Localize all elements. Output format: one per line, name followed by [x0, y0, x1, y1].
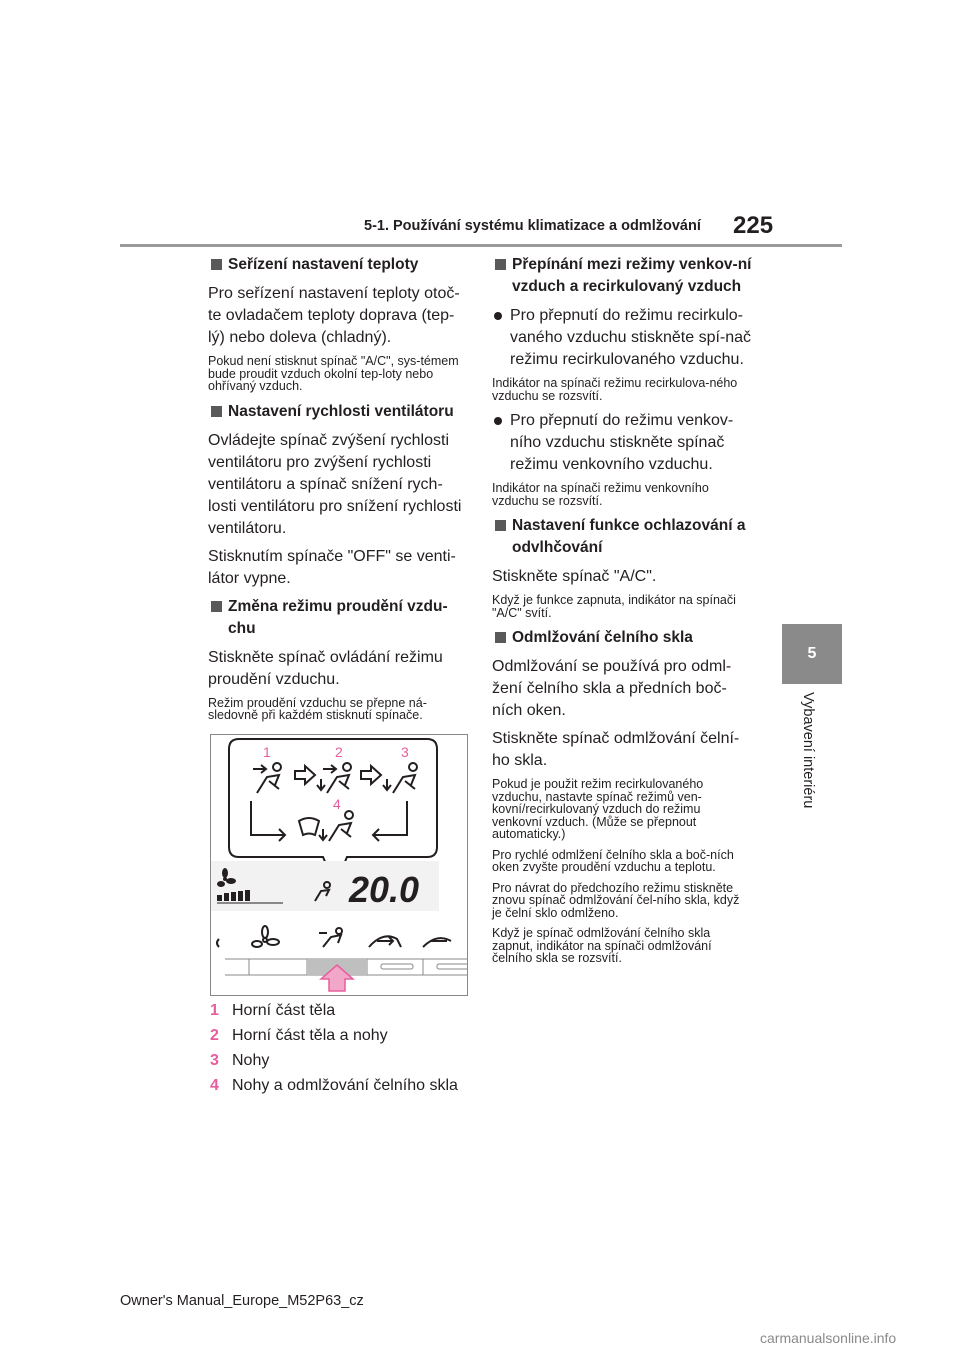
- legend-item: 3 Nohy: [210, 1052, 270, 1069]
- document-id: Owner's Manual_Europe_M52P63_cz: [120, 1293, 364, 1309]
- watermark: carmanualsonline.info: [760, 1330, 897, 1346]
- paragraph: Stiskněte spínač "A/C".: [492, 568, 657, 585]
- page-number: 225: [733, 212, 774, 239]
- note: Pro návrat do předchozího režimu stiskněte znovu spínač odmlžování čel-ního skla, když je čelní sklo odmlženo.: [492, 880, 740, 920]
- note: Když je spínač odmlžování čelního skla zapnut, indikátor na spínači odmlžování čelního skla se rozsvítí.: [492, 926, 712, 965]
- airflow-mode-figure: [210, 734, 468, 996]
- heading-windshield-defog: Odmlžování čelního skla: [492, 627, 752, 649]
- paragraph: Stiskněte spínač odmlžování čelní-ho skla.: [492, 730, 740, 769]
- fan-button-icon: [252, 926, 279, 947]
- recirculation-button-icon: [369, 936, 401, 947]
- paragraph: Pro seřízení nastavení teploty otoč-te ovladačem teploty doprava (tep-lý) nebo doleva (chladný).: [208, 285, 460, 346]
- legend-item: 1 Horní část těla: [210, 1002, 336, 1019]
- note: Režim proudění vzduchu se přepne ná-sledovně při každém stisknutí spínače.: [208, 695, 427, 722]
- paragraph: Odmlžování se používá pro odml-žení čelního skla a předních boč-ních oken.: [492, 658, 732, 719]
- heading-cooling-dehumidify: Nastavení funkce ochlazování a odvlhčování: [492, 515, 752, 559]
- heading-fan-speed: Nastavení rychlosti ventilátoru: [208, 401, 468, 423]
- callout-2: 2: [335, 744, 343, 760]
- heading-airflow-mode: Změna režimu proudění vzdu-chu: [208, 596, 468, 640]
- chapter-number: 5: [807, 645, 817, 662]
- heading-air-source: Přepínání mezi režimy venkov-ní vzduch a recirkulovaný vzduch: [492, 254, 752, 298]
- temperature-readout: 20.0: [349, 869, 420, 910]
- climate-panel-diagram: [211, 735, 467, 995]
- bullet-item: Pro přepnutí do režimu recirkulo-vaného vzduchu stiskněte spí-nač režimu recirkulovaného vzduchu.: [492, 305, 752, 371]
- paragraph: Stisknutím spínače "OFF" se venti-látor vypne.: [208, 547, 456, 587]
- callout-3: 3: [401, 744, 409, 760]
- note: Indikátor na spínači režimu venkovního vzduchu se rozsvítí.: [492, 481, 709, 508]
- bullet-item: Pro přepnutí do režimu venkov-ního vzduchu stiskněte spínač režimu venkovního vzduchu.: [492, 410, 752, 476]
- callout-1: 1: [263, 744, 271, 760]
- heading-temperature: Seřízení nastavení teploty: [208, 254, 468, 276]
- header-rule: [120, 244, 842, 247]
- legend-item: 4 Nohy a odmlžování čelního skla: [210, 1077, 458, 1094]
- indicator-outside: [437, 964, 467, 969]
- airflow-mode-button-icon: [319, 928, 342, 947]
- chapter-title: Vybavení interiéru: [800, 692, 816, 809]
- callout-4: 4: [333, 796, 341, 812]
- note: Indikátor na spínači režimu recirkulova-ného vzduchu se rozsvítí.: [492, 376, 738, 403]
- paragraph: Ovládejte spínač zvýšení rychlosti ventilátoru pro zvýšení rychlosti ventilátoru a spínač snížení rych-losti ventilátoru pro snížení rychlosti ventilátoru.: [208, 431, 462, 537]
- section-title: 5-1. Používání systému klimatizace a odmlžování: [364, 218, 701, 234]
- edge-button-icon: [217, 939, 219, 947]
- note: Pro rychlé odmlžení čelního skla a boč-ních oken zvyšte proudění vzduchu a teplotu.: [492, 847, 734, 874]
- note: Pokud je použit režim recirkulovaného vzduchu, nastavte spínač režimů ven-kovní/recirkulovaný vzduch do režimu venkovní vzduch. (Může se přepnout automaticky.): [492, 777, 704, 841]
- right-column: [492, 254, 752, 973]
- legend-item: 2 Horní část těla a nohy: [210, 1027, 388, 1044]
- left-column: [208, 254, 468, 730]
- outside-air-button-icon: [423, 938, 451, 947]
- note: Pokud není stisknut spínač "A/C", sys-témem bude proudit vzduch okolní tep-loty nebo ohřívaný vzduch.: [208, 354, 459, 393]
- figure-legend: [210, 1000, 470, 1100]
- indicator-recirc: [381, 964, 413, 969]
- paragraph: Stiskněte spínač ovládání režimu proudění vzduchu.: [208, 648, 443, 688]
- chapter-tab: [782, 624, 842, 684]
- note: Když je funkce zapnuta, indikátor na spínači "A/C" svítí.: [492, 593, 736, 620]
